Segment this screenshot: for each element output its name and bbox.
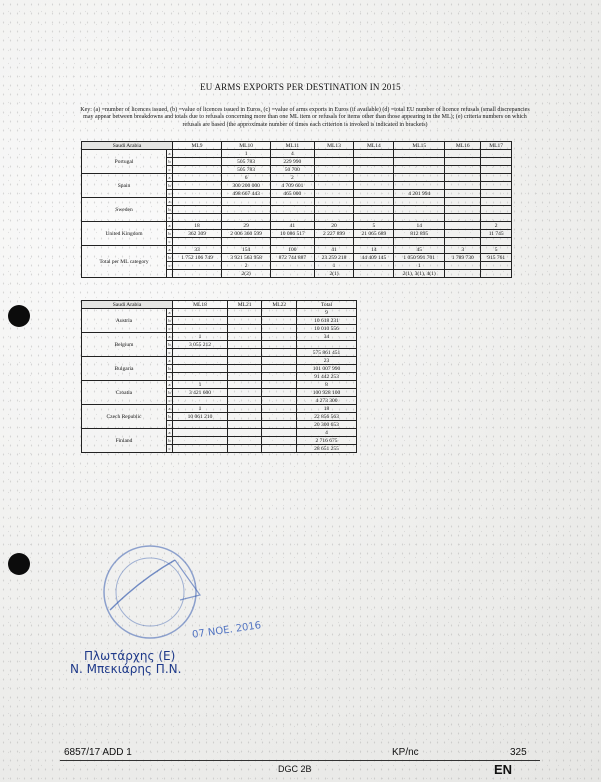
row-label: Croatia [82, 381, 167, 405]
footer-page-number: 325 [510, 747, 527, 758]
stamp-date: 07 ΝΟΕ. 2016 [191, 620, 262, 641]
data-cell: 45 [394, 246, 445, 254]
data-cell [173, 445, 228, 453]
row-letter: b [168, 231, 171, 236]
data-cell: 91 442 253 [297, 373, 357, 381]
data-cell: 2 716 675 [297, 437, 357, 445]
data-cell [445, 222, 481, 230]
data-cell: 1 [314, 262, 354, 270]
column-header: ML15 [394, 142, 445, 150]
data-cell: 14 [394, 222, 445, 230]
exports-table-2 [81, 300, 357, 453]
data-cell: 505 783 [222, 158, 271, 166]
data-cell: 10 010 556 [297, 325, 357, 333]
data-cell [354, 166, 394, 174]
row-letter: a [168, 382, 171, 387]
row-letter: c [168, 422, 171, 427]
row-label: Total per ML category [82, 246, 167, 278]
data-cell [445, 238, 481, 246]
data-cell [271, 270, 315, 278]
column-header: ML11 [271, 142, 315, 150]
data-cell [262, 405, 297, 413]
data-cell [445, 198, 481, 206]
row-letter: c [168, 326, 171, 331]
table-row [82, 246, 512, 254]
data-cell [445, 214, 481, 222]
data-cell: 2 227 899 [314, 230, 354, 238]
data-cell [173, 166, 222, 174]
row-letter: a [168, 334, 171, 339]
table-row [82, 429, 357, 437]
table-row [82, 405, 357, 413]
table-row [82, 333, 357, 341]
data-cell: 2(2) [222, 270, 271, 278]
row-label: Spain [82, 174, 167, 198]
row-letter: c [168, 350, 171, 355]
data-cell [481, 166, 512, 174]
signature-rank: Πλωτάρχης (Ε) [84, 649, 176, 663]
header-row [82, 301, 357, 309]
data-cell [173, 309, 228, 317]
data-cell [222, 238, 271, 246]
data-cell [481, 190, 512, 198]
data-cell [262, 373, 297, 381]
data-cell: 6 [222, 174, 271, 182]
data-cell: 229 990 [271, 158, 315, 166]
data-cell: 4 [297, 429, 357, 437]
data-cell [394, 150, 445, 158]
data-cell: 2(1), 3(1), 4(1) [394, 270, 445, 278]
data-cell: 100 [271, 246, 315, 254]
data-cell: 29 [222, 222, 271, 230]
data-cell: 1 [173, 381, 228, 389]
data-cell [262, 445, 297, 453]
data-cell [173, 206, 222, 214]
data-cell: 101 007 990 [297, 365, 357, 373]
data-cell: 3 421 600 [173, 389, 228, 397]
data-cell [354, 206, 394, 214]
data-cell: 14 [354, 246, 394, 254]
data-cell: 872 744 887 [271, 254, 315, 262]
row-label: United Kingdom [82, 222, 167, 246]
data-cell: 154 [222, 246, 271, 254]
data-cell [394, 166, 445, 174]
data-cell [314, 166, 354, 174]
data-cell [173, 397, 228, 405]
row-label: Sweden [82, 198, 167, 222]
data-cell: 465 000 [271, 190, 315, 198]
data-cell [173, 190, 222, 198]
data-cell: 3 921 563 958 [222, 254, 271, 262]
data-cell [481, 262, 512, 270]
row-letter: b [168, 438, 171, 443]
column-header: ML22 [262, 301, 297, 309]
data-cell [222, 206, 271, 214]
data-cell [445, 158, 481, 166]
data-cell [445, 230, 481, 238]
data-cell: 300 200 000 [222, 182, 271, 190]
data-cell [354, 270, 394, 278]
data-cell [445, 182, 481, 190]
data-cell: 3 [445, 246, 481, 254]
data-cell [173, 325, 228, 333]
data-cell [271, 198, 315, 206]
row-letter: c [168, 215, 171, 220]
row-letter: b [168, 390, 171, 395]
data-cell: 575 861 451 [297, 349, 357, 357]
data-cell: 2 006 360 599 [222, 230, 271, 238]
data-cell [222, 214, 271, 222]
data-cell: 33 [173, 246, 222, 254]
exports-table-1 [81, 141, 512, 278]
data-cell: 1 050 991 701 [394, 254, 445, 262]
data-cell [227, 429, 262, 437]
table-row [82, 222, 512, 230]
row-letter: b [168, 318, 171, 323]
data-cell [262, 365, 297, 373]
data-cell [445, 206, 481, 214]
data-cell: 8 [297, 381, 357, 389]
data-cell [314, 182, 354, 190]
data-cell [314, 214, 354, 222]
data-cell: 23 [297, 357, 357, 365]
row-letter: a [168, 247, 171, 252]
data-cell [173, 214, 222, 222]
data-cell [394, 214, 445, 222]
row-letter: b [168, 366, 171, 371]
data-cell [262, 429, 297, 437]
data-cell [173, 150, 222, 158]
column-header: Total [297, 301, 357, 309]
footer-lang: EN [494, 762, 513, 777]
data-cell [262, 333, 297, 341]
data-cell [227, 389, 262, 397]
data-cell [354, 158, 394, 166]
data-cell [271, 238, 315, 246]
column-header: ML14 [354, 142, 394, 150]
row-letter: a [168, 358, 171, 363]
data-cell [481, 270, 512, 278]
punch-hole [8, 305, 30, 327]
footer-rule [60, 760, 540, 761]
data-cell: 915 761 [481, 254, 512, 262]
data-cell: 20 300 653 [297, 421, 357, 429]
row-letter: a [168, 175, 171, 180]
data-cell: 41 [314, 246, 354, 254]
destination-label: Saudi Arabia [82, 142, 173, 150]
data-cell: 20 [314, 222, 354, 230]
data-cell: 2 [481, 222, 512, 230]
footer-doc-ref: 6857/17 ADD 1 [64, 747, 132, 758]
data-cell: 21 065 689 [354, 230, 394, 238]
data-cell [227, 333, 262, 341]
data-cell: 11 745 [481, 230, 512, 238]
data-cell: 4 [271, 150, 315, 158]
data-cell: 18 [173, 222, 222, 230]
data-cell [173, 365, 228, 373]
data-cell [227, 413, 262, 421]
data-cell [445, 190, 481, 198]
data-cell [262, 397, 297, 405]
footer-dept: DGC 2B [278, 764, 312, 774]
data-cell [262, 349, 297, 357]
data-cell [222, 198, 271, 206]
data-cell [173, 421, 228, 429]
row-label: Bulgaria [82, 357, 167, 381]
data-cell [173, 182, 222, 190]
data-cell [394, 206, 445, 214]
table-row [82, 174, 512, 182]
data-cell: 44 409 145 [354, 254, 394, 262]
signature-name: Ν. Μπεκιάρης Π.Ν. [70, 662, 182, 676]
data-cell [173, 198, 222, 206]
data-cell [227, 325, 262, 333]
data-cell: 362 309 [173, 230, 222, 238]
data-cell [314, 158, 354, 166]
data-cell [314, 238, 354, 246]
data-cell [354, 190, 394, 198]
data-cell: 1 789 730 [445, 254, 481, 262]
data-cell [262, 437, 297, 445]
data-cell [445, 150, 481, 158]
data-cell [227, 357, 262, 365]
row-label: Portugal [82, 150, 167, 174]
data-cell [227, 309, 262, 317]
data-cell [227, 373, 262, 381]
data-cell [262, 309, 297, 317]
data-cell [271, 262, 315, 270]
data-cell [173, 357, 228, 365]
data-cell [173, 429, 228, 437]
data-cell: 1 [173, 333, 228, 341]
data-cell: 23 259 218 [314, 254, 354, 262]
data-cell [262, 341, 297, 349]
table-row [82, 150, 512, 158]
row-letter: c [168, 191, 171, 196]
row-letter: a [168, 406, 171, 411]
column-header: ML17 [481, 142, 512, 150]
data-cell: 4 709 601 [271, 182, 315, 190]
data-cell [173, 349, 228, 357]
data-cell: 1 [173, 405, 228, 413]
data-cell [173, 317, 228, 325]
key-legend: Key: (a) =number of licences issued, (b) =value of licences issued in Euros, (c) =value of arms exports in Euros (if available) (d) =total EU number of licence refusals (small discrepancies may appear between breakdowns and totals due to refusals concerning more than one ML item or refusals for items other than those appearing in the ML); (e) criteria numbers on which refusals are based (the approximate number of times each criterion is invoked is indicated in brackets) [80, 107, 530, 128]
data-cell [354, 198, 394, 206]
row-letter: a [168, 151, 171, 156]
column-header: ML9 [173, 142, 222, 150]
data-cell [354, 182, 394, 190]
row-letter: b [168, 183, 171, 188]
data-cell [227, 437, 262, 445]
data-cell [314, 190, 354, 198]
data-cell [394, 174, 445, 182]
data-cell [173, 262, 222, 270]
row-label: Belgium [82, 333, 167, 357]
footer-initials: KP/nc [392, 747, 419, 758]
data-cell [481, 158, 512, 166]
column-header: ML13 [314, 142, 354, 150]
data-cell [481, 182, 512, 190]
row-letter: a [168, 430, 171, 435]
data-cell [394, 238, 445, 246]
data-cell: 10 061 210 [173, 413, 228, 421]
data-cell [354, 262, 394, 270]
data-cell [173, 158, 222, 166]
data-cell: 1 [394, 262, 445, 270]
data-cell [481, 238, 512, 246]
data-cell [227, 405, 262, 413]
row-letter: b [168, 342, 171, 347]
data-cell [314, 198, 354, 206]
row-letter: b [168, 159, 171, 164]
data-cell [227, 381, 262, 389]
data-cell: 28 651 255 [297, 445, 357, 453]
data-cell [481, 150, 512, 158]
data-cell: 3 055 212 [173, 341, 228, 349]
data-cell [297, 341, 357, 349]
data-cell [445, 174, 481, 182]
row-letter: c [168, 374, 171, 379]
data-cell [271, 206, 315, 214]
data-cell [173, 238, 222, 246]
data-cell: 22 856 563 [297, 413, 357, 421]
row-letter: c [168, 446, 171, 451]
table-row [82, 381, 357, 389]
data-cell: 4 273 300 [297, 397, 357, 405]
data-cell: 100 928 100 [297, 389, 357, 397]
data-cell [262, 421, 297, 429]
row-letter: b [168, 255, 171, 260]
data-cell: 41 [271, 222, 315, 230]
row-letter: c [168, 263, 171, 268]
data-cell [227, 397, 262, 405]
data-cell [262, 325, 297, 333]
data-cell [354, 174, 394, 182]
data-cell [394, 182, 445, 190]
row-letter: b [168, 207, 171, 212]
data-cell [445, 262, 481, 270]
data-cell [227, 349, 262, 357]
data-cell [227, 445, 262, 453]
data-cell [314, 150, 354, 158]
data-cell [227, 317, 262, 325]
data-cell: 2(1) [314, 270, 354, 278]
row-letter: c [168, 398, 171, 403]
row-letter: c [168, 167, 171, 172]
data-cell [227, 365, 262, 373]
column-header: ML10 [222, 142, 271, 150]
data-cell [173, 373, 228, 381]
data-cell: 9 [297, 309, 357, 317]
data-cell [262, 317, 297, 325]
data-cell [445, 166, 481, 174]
data-cell: 1 752 106 749 [173, 254, 222, 262]
data-cell [262, 381, 297, 389]
signature-block [70, 650, 181, 676]
data-cell: 5 [481, 246, 512, 254]
data-cell [262, 389, 297, 397]
data-cell [354, 238, 394, 246]
data-cell [314, 174, 354, 182]
data-cell: 50 700 [271, 166, 315, 174]
data-cell [445, 270, 481, 278]
data-cell: 1 [222, 150, 271, 158]
data-cell [173, 174, 222, 182]
data-cell: 2 [271, 174, 315, 182]
data-cell [394, 198, 445, 206]
data-cell [173, 270, 222, 278]
column-header: ML16 [445, 142, 481, 150]
data-cell: 18 [297, 405, 357, 413]
data-cell [481, 198, 512, 206]
row-letter: a [168, 310, 171, 315]
data-cell [354, 214, 394, 222]
data-cell [173, 437, 228, 445]
data-cell [262, 413, 297, 421]
data-cell [262, 357, 297, 365]
data-cell [314, 206, 354, 214]
data-cell [227, 421, 262, 429]
data-cell [481, 214, 512, 222]
row-label: Austria [82, 309, 167, 333]
row-label: Finland [82, 429, 167, 453]
row-letter: b [168, 414, 171, 419]
row-letter: a [168, 199, 171, 204]
data-cell [394, 158, 445, 166]
data-cell: 2 [222, 262, 271, 270]
data-cell: 505 783 [222, 166, 271, 174]
data-cell [481, 206, 512, 214]
table-row [82, 357, 357, 365]
data-cell: 10 086 517 [271, 230, 315, 238]
data-cell: 812 895 [394, 230, 445, 238]
data-cell: 5 [354, 222, 394, 230]
data-cell [271, 214, 315, 222]
column-header: ML18 [173, 301, 228, 309]
table-row [82, 309, 357, 317]
data-cell: 4 201 994 [394, 190, 445, 198]
page-title: EU ARMS EXPORTS PER DESTINATION IN 2015 [200, 82, 401, 92]
data-cell [227, 341, 262, 349]
row-letter: a [168, 223, 171, 228]
data-cell [354, 150, 394, 158]
header-row [82, 142, 512, 150]
punch-hole [8, 553, 30, 575]
row-letter: c [168, 239, 171, 244]
column-header: ML21 [227, 301, 262, 309]
data-cell [481, 174, 512, 182]
data-cell: 498 667 443 [222, 190, 271, 198]
table-row [82, 198, 512, 206]
data-cell: 34 [297, 333, 357, 341]
destination-label: Saudi Arabia [82, 301, 173, 309]
row-label: Czech Republic [82, 405, 167, 429]
data-cell: 10 618 231 [297, 317, 357, 325]
